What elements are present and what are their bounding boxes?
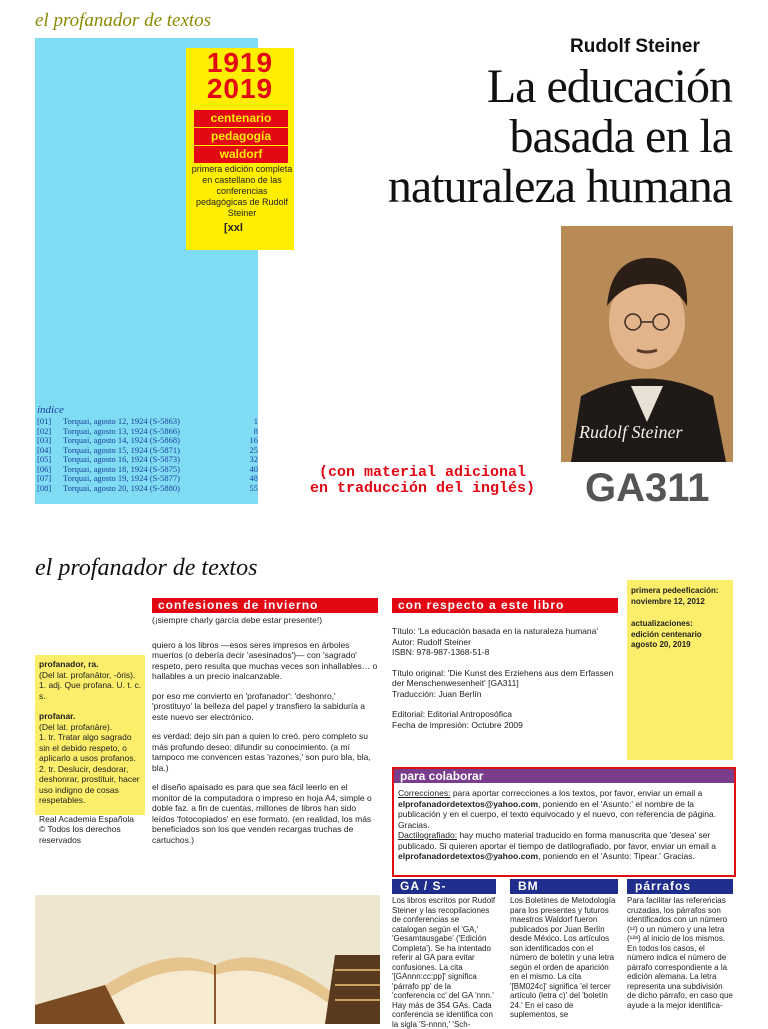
author-portrait xyxy=(561,226,733,462)
edition-first-date: noviembre 12, 2012 xyxy=(631,596,705,606)
edition-upd-edition: edición centenario xyxy=(631,629,702,639)
extra-line-2: en traducción del inglés) xyxy=(309,480,536,497)
collaborate-heading: para colaborar xyxy=(394,769,734,783)
index-page: 16 xyxy=(249,435,258,445)
corrections-rest: , poniendo en el 'Asunto:' el nombre de la publicación y en el cuerpo, el texto equivocado y el nuevo, con referencia de página. Gracias. xyxy=(398,798,717,830)
band-centenario: centenario xyxy=(194,110,288,127)
about-isbn: ISBN: 978-987-1368-51-8 xyxy=(392,647,490,657)
index-num: [08] xyxy=(37,482,52,493)
edition-upd-label: actualizaciones: xyxy=(631,619,693,628)
additional-material-note xyxy=(295,465,550,497)
dactilografiado-rest: , poniendo en el 'Asunto: Tipear.' Gracias. xyxy=(538,851,695,861)
parrafos-section xyxy=(627,879,733,1010)
def-source: Real Academia Española © Todos los derechos reservados xyxy=(39,813,134,845)
bm-heading: BM xyxy=(510,879,618,894)
index-text: Torquai, agosto 16, 1924 (S-5873) xyxy=(63,454,180,464)
books-illustration xyxy=(35,895,380,1024)
index-text: Torquai, agosto 14, 1924 (S-5868) xyxy=(63,435,180,445)
confesiones-p3: es verdad: dejo sin pan a quien lo creó. pero completo su más profundo deseo: difundir su conocimiento. (a mí tampoco me convencen estas 'razones,' son puro bla, bla, bla.) xyxy=(152,731,371,773)
def-term-1: profanador, ra. xyxy=(39,659,99,669)
index-list xyxy=(37,417,258,493)
index-num: [03] xyxy=(37,435,52,445)
def-etym-2: (Del lat. profanāre). xyxy=(39,721,113,732)
parrafos-heading: párrafos xyxy=(627,879,733,894)
band-waldorf: waldorf xyxy=(194,146,288,163)
confesiones-p4: el diseño apaisado es para que sea fácil leerlo en el monitor de la computadora o impreso en hoja A4, simple o doble faz. a fin de cuentas, millones de libros han sido leídos 'fotocopiados' en ese formato. (en realidad, los más beneficiados son los que venden recargas truchas de cartuchos.) xyxy=(152,782,372,845)
index-num: [02] xyxy=(37,425,52,436)
index-num: [06] xyxy=(37,463,52,474)
author-name: Rudolf Steiner xyxy=(570,36,700,57)
confesiones-section xyxy=(152,598,378,854)
ga-text: Los libros escritos por Rudolf Steiner y las recopilaciones de conferencias se catalogan según el 'GA,' 'Gesamtausgabe' ('Edición Completa'). Se ha intentado referir al GA para evitar confusiones. La cita '[GAnnn:cc:pp]' significa 'párrafo pp' de la 'conferencia cc' del GA 'nnn.' Hay más de 354 GAs. Cada conferencia se identifica con la sigla 'S-nnnn,' 'Sch- xyxy=(392,896,496,1029)
title-line-3: naturaleza humana xyxy=(387,160,732,213)
def-def-2a: 1. tr. Tratar algo sagrado sin el debido respeto, o aplicarlo a usos profanos. xyxy=(39,732,136,763)
index-page: 55 xyxy=(249,482,258,493)
index-num: [07] xyxy=(37,473,52,483)
index-text: Torquai, agosto 13, 1924 (S-5866) xyxy=(63,425,180,436)
title-line-1: La educación xyxy=(486,60,732,113)
index-title: índice xyxy=(37,404,64,416)
confesiones-quote: (¡siempre charly garcía debe estar presente!) xyxy=(152,615,323,625)
index-page: 32 xyxy=(249,454,258,464)
book-title xyxy=(300,62,732,212)
band-pedagogia: pedagogía xyxy=(194,128,288,145)
index-page: 8 xyxy=(253,425,258,436)
bm-text: Los Boletines de Metodología para los presentes y futuros maestros Waldorf fueron publicados por Juan Berlín desde México. Los artículos son identificados con el número de boletín y una letra según el orden de aparición en el mismo. La cita '[BM024c]' significa 'el tercer artículo (letra c)' del 'boletín 24.' En el caso de suplementos, se xyxy=(510,896,616,1019)
about-autor: Autor: Rudolf Steiner xyxy=(392,636,471,647)
corrections-text: para aportar correcciones a los textos, por favor, enviar un email a xyxy=(452,788,703,798)
def-def-1: 1. adj. Que profana. U. t. c. s. xyxy=(39,680,142,701)
index-text: Torquai, agosto 19, 1924 (S-5877) xyxy=(63,473,180,483)
definition-panel xyxy=(35,655,145,845)
index-text: Torquai, agosto 15, 1924 (S-5871) xyxy=(63,444,180,455)
ga-section xyxy=(392,879,496,1029)
ga-heading: GA / S- xyxy=(392,879,496,894)
index-row[interactable] xyxy=(37,484,258,494)
about-editorial: Editorial: Editorial Antroposófica xyxy=(392,709,513,719)
bm-section xyxy=(510,879,618,1020)
extra-line-1: (con material adicional xyxy=(318,464,527,481)
index-text: Torquai, agosto 20, 1924 (S-5880) xyxy=(63,482,180,493)
def-term-2: profanar. xyxy=(39,711,76,721)
about-original: Título original: 'Die Kunst des Erziehens aus dem Erfassen der Menschenwesenheit' [GA311] xyxy=(392,667,614,688)
year-end: 2019 xyxy=(206,73,274,104)
about-section xyxy=(392,598,618,730)
index-page: 25 xyxy=(249,444,258,455)
dactilografiado-email-link[interactable]: elprofanadordetextos@yahoo.com xyxy=(398,851,539,861)
corrections-label: Correcciones: xyxy=(398,788,451,798)
index-text: Torquai, agosto 12, 1924 (S-5863) xyxy=(63,416,180,426)
confesiones-p2: por eso me convierto en 'profanador': 'deshonro,' 'prostituyo' la belleza del papel y transfiero la sabiduría a este nuevo ser electrónico. xyxy=(152,690,366,722)
edition-upd-date: agosto 20, 2019 xyxy=(631,640,691,649)
confesiones-p1: quiero a los libros —esos seres impresos en árboles muertos (o debería decir 'asesinados')— con 'sagrado' respeto, pero resulta que muchas veces son inhallables… o hallables a un precio inalcanzable. xyxy=(152,639,378,681)
edition-panel xyxy=(627,580,733,760)
def-etym-1: (Del lat. profanātor, -ōris). xyxy=(39,669,136,680)
brand-top: el profanador de textos xyxy=(35,10,212,31)
tag-mark: [xxl xyxy=(224,222,243,234)
dactilografiado-label: Dactilografiado: xyxy=(398,830,458,840)
open-books-image xyxy=(35,895,380,1024)
portrait-signature: Rudolf Steiner xyxy=(579,422,683,442)
index-num: [04] xyxy=(37,444,52,455)
index-num: [01] xyxy=(37,416,52,426)
parrafos-text: Para facilitar las referencias cruzadas, los párrafos son identificados con un número (¹²) o un número y una letra (¹²ᵃ) al inicio de los mismos. En todos los casos, el número indica el número de párrafo correspondiente a la edición alemana. La letra representa una subdivisión de dicho párrafo, en caso que ayude a la mejor identifica- xyxy=(627,896,733,1010)
about-heading: con respecto a este libro xyxy=(392,598,618,613)
index-num: [05] xyxy=(37,454,52,464)
years-label xyxy=(190,47,290,104)
about-fecha: Fecha de impresión: Octubre 2009 xyxy=(392,719,523,730)
about-traduccion: Traducción: Juan Berlín xyxy=(392,688,482,699)
dactilografiado-text: hay mucho material traducido en forma manuscrita que 'desea' ser publicado. Si quieren aportar el tiempo de datilografiado, por favor, enviar un email a xyxy=(398,830,716,851)
brand-lower: el profanador de textos xyxy=(35,555,258,581)
tag-note: primera edición completa en castellano de las conferencias pedagógicas de Rudolf Steiner xyxy=(191,164,293,218)
title-line-2: basada en la xyxy=(509,110,732,163)
index-page: 40 xyxy=(249,463,258,474)
collaborate-box xyxy=(392,767,736,877)
year-start: 1919 xyxy=(206,47,274,78)
def-def-2b: 2. tr. Deslucir, desdorar, deshonrar, prostituir, hacer uso indigno de cosas respetables. xyxy=(39,763,140,805)
index-text: Torquai, agosto 18, 1924 (S-5875) xyxy=(63,463,180,474)
edition-first-label: primera pedeeficación: xyxy=(631,586,719,595)
ga-code: GA311 xyxy=(585,466,710,510)
about-titulo: Título: 'La educación basada en la naturaleza humana' xyxy=(392,626,598,636)
index-page: 48 xyxy=(249,473,258,483)
confesiones-heading: confesiones de invierno xyxy=(152,598,378,613)
corrections-email-link[interactable]: elprofanadordetextos@yahoo.com xyxy=(398,798,539,809)
index-page: 1 xyxy=(253,416,258,426)
